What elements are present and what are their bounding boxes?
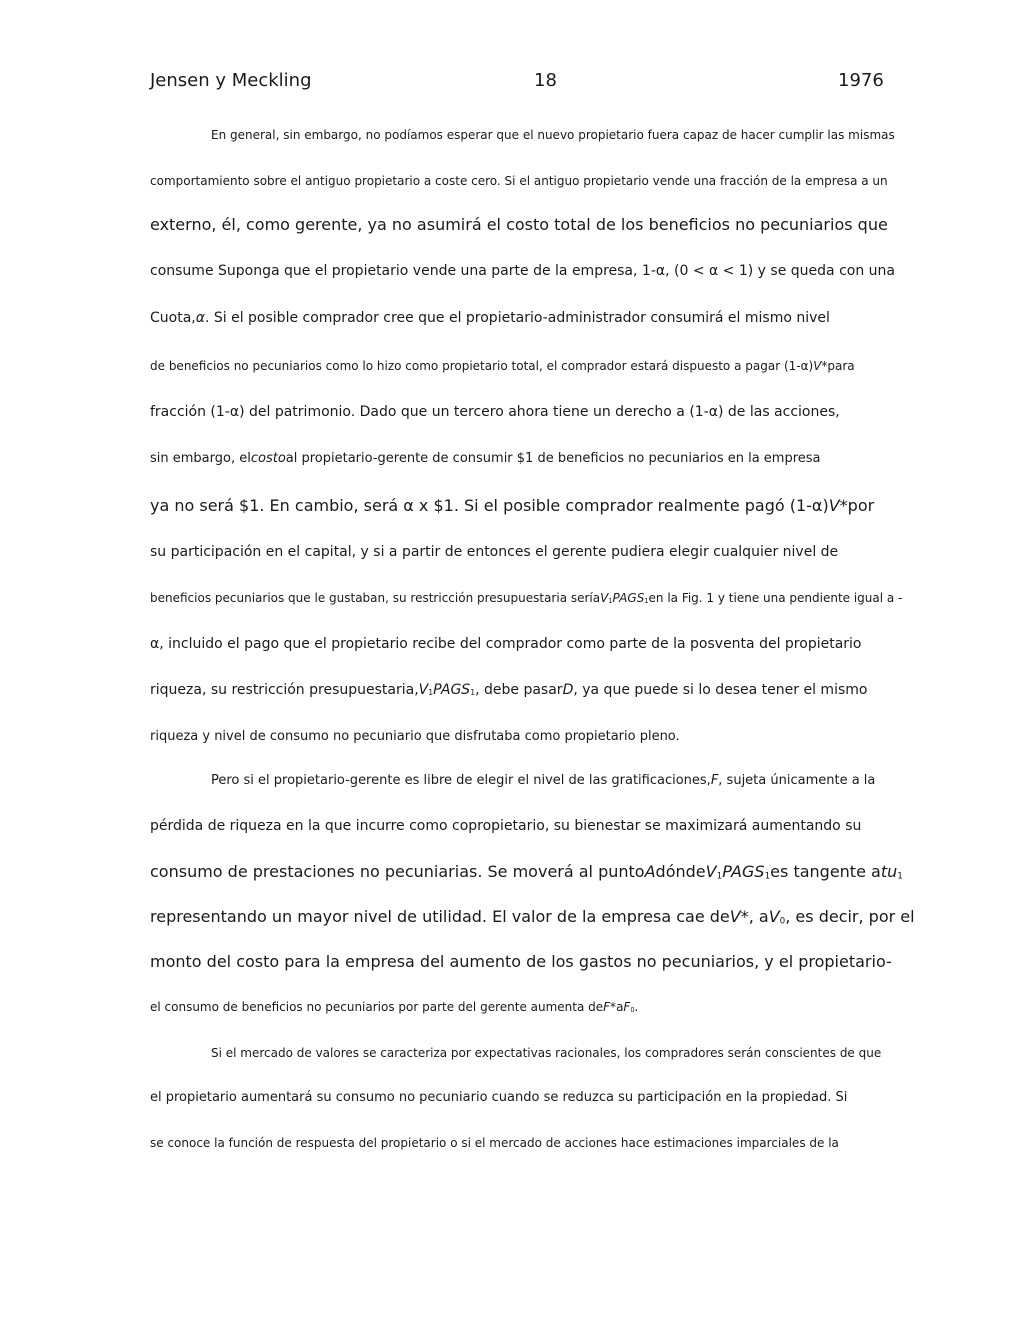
page-number: 18 (534, 70, 557, 91)
text-line-13: riqueza, su restricción $presupuestaria,V_1PAGS_1$, debe pasarD, ya que puede si lo desea tener el mismo (150, 682, 868, 698)
text-line-23: se conoce la función de respuesta del propietario o si el mercado de acciones hace estimaciones imparciales de la (150, 1136, 839, 1150)
text-line-21: Si el mercado de valores se caracteriza por expectativas racionales, los compradores serán conscientes de que (211, 1046, 882, 1060)
text-line-6: de beneficios no pecuniarios como lo hizo como propietario total, el comprador estará dispuesto a pagar (1-α)V*para (150, 359, 855, 373)
text-line-10: su participación en el capital, y si a partir de entonces el gerente pudiera elegir cualquier nivel de (150, 544, 839, 560)
text-line-9: ya no será $1. En cambio, será α x $1. Si el posible comprador realmente pagó (1-α)V*por (150, 496, 875, 515)
text-line-15: Pero si el propietario-gerente es libre de elegir el nivel de las gratificaciones,F, sujeta únicamente a la (211, 773, 876, 788)
text-line-12: α, incluido el pago que el propietario recibe del comprador como parte de la posventa del propietario (150, 636, 862, 652)
running-header-authors: Jensen y Meckling (150, 70, 312, 91)
text-line-16: pérdida de riqueza en la que incurre como copropietario, su bienestar se maximizará aumentando su (150, 818, 862, 834)
running-header-year: 1976 (838, 70, 884, 91)
text-line-11: beneficios pecuniarios que le gustaban, su restricción presupuestaria $seríaV_1PAGS_1en$ la Fig. 1 y tiene una pendiente igual a - (150, 591, 903, 605)
text-line-8: sin embargo, elcostoal propietario-gerente de consumir $1 de beneficios no pecuniarios en la empresa (150, 451, 821, 466)
text-line-4: consume Suponga que el propietario vende una parte de la empresa, 1-α, (0 < α < 1) y se queda con una (150, 263, 895, 279)
text-line-1: En general, sin embargo, no podíamos esperar que el nuevo propietario fuera capaz de hacer cumplir las mismas (211, 128, 895, 142)
text-line-18: representando un mayor nivel de utilidad. El valor de la empresa cae deV*, $aV_0$, es decir, por el (150, 907, 915, 927)
text-line-7: fracción (1-α) del patrimonio. Dado que un tercero ahora tiene un derecho a (1-α) de las acciones, (150, 404, 840, 420)
text-line-14: riqueza y nivel de consumo no pecuniario que disfrutaba como propietario pleno. (150, 729, 680, 744)
text-line-17: consumo de prestaciones no pecuniarias. Se moverá al $puntoAdóndeV_1PAGS_1es$ tangente atu$_1$ (150, 862, 903, 882)
text-line-3: externo, él, como gerente, ya no asumirá el costo total de los beneficios no pecuniarios que (150, 215, 888, 234)
text-line-2: comportamiento sobre el antiguo propietario a coste cero. Si el antiguo propietario vende una fracción de la empresa a un (150, 174, 888, 188)
text-line-5: Cuota,α. Si el posible comprador cree que el propietario-administrador consumirá el mismo nivel (150, 310, 830, 326)
text-line-20: el consumo de beneficios no pecuniarios por parte del gerente aumenta $deF*aF_0$. (150, 1000, 639, 1014)
text-line-22: el propietario aumentará su consumo no pecuniario cuando se reduzca su participación en la propiedad. Si (150, 1090, 848, 1105)
text-line-19: monto del costo para la empresa del aumento de los gastos no pecuniarios, y el propietario- (150, 952, 892, 971)
